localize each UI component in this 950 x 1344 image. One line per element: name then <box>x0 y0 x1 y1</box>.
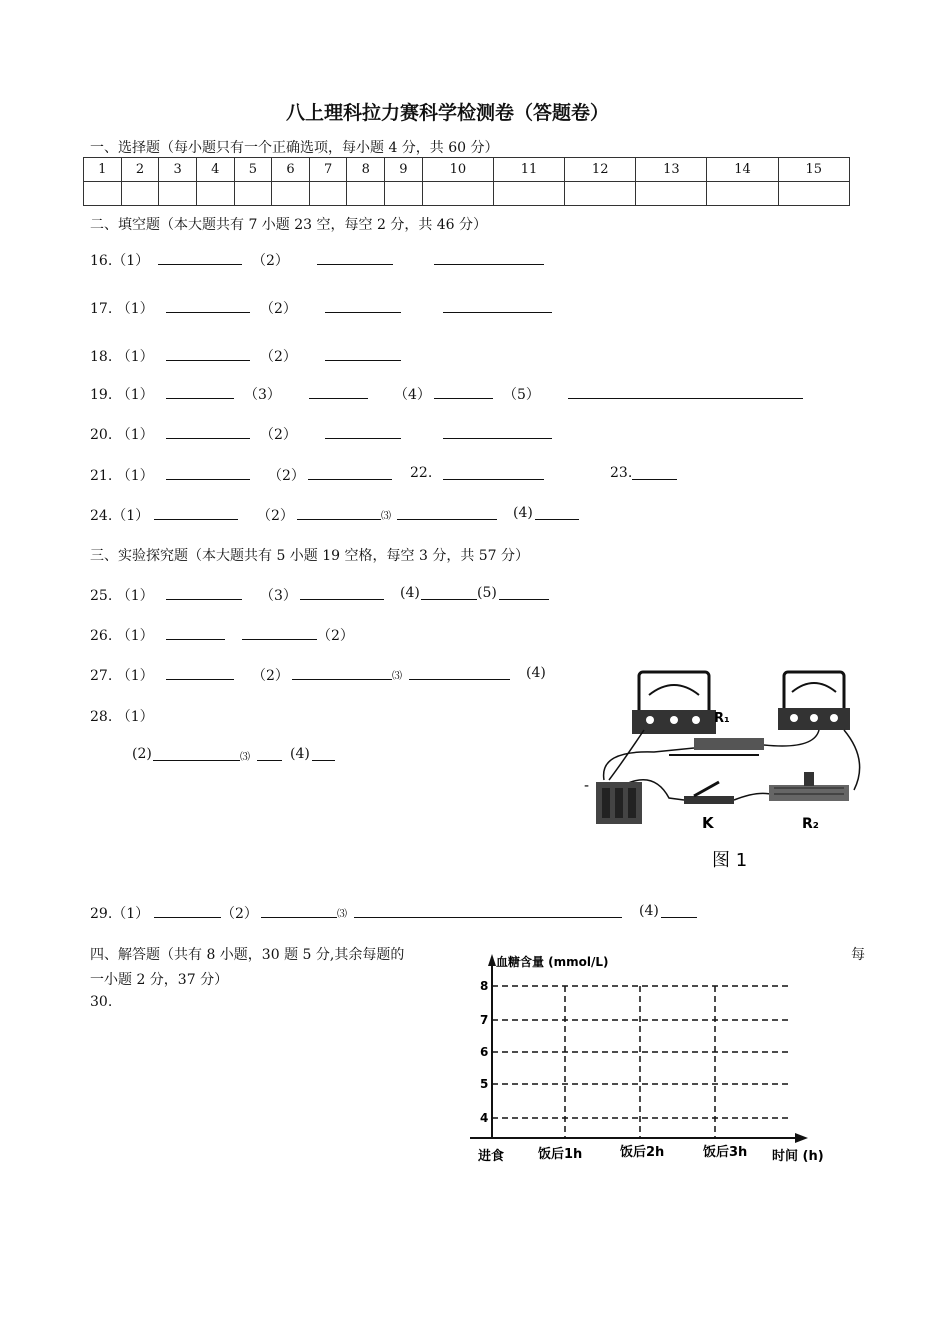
section2-heading: 二、填空题（本大题共有 7 小题 23 空，每空 2 分，共 46 分） <box>90 217 488 233</box>
y-tick: 8 <box>480 979 489 993</box>
q28-blank-4[interactable] <box>312 746 335 761</box>
q28-label-2: (2) <box>132 746 152 762</box>
x-tick: 饭后3h <box>703 1145 748 1160</box>
section4-heading-cont: 一小题 2 分，37 分） <box>90 972 229 988</box>
q19-label-3: （3） <box>244 387 281 403</box>
answer-cell[interactable] <box>422 182 493 206</box>
table-cell: 2 <box>121 158 159 182</box>
q19-label-4: （4） <box>394 387 431 403</box>
q20-blank-3[interactable] <box>443 424 552 439</box>
q28-label-4: (4) <box>290 746 310 762</box>
answer-cell[interactable] <box>778 182 849 206</box>
q21-label: 21. （1） <box>90 468 154 484</box>
q18-blank-2[interactable] <box>325 346 401 361</box>
circuit-figure <box>584 660 869 875</box>
q25-label-5: (5) <box>477 585 497 601</box>
q29-label-3: ⑶ <box>337 909 347 920</box>
q29-blank-1[interactable] <box>154 903 221 918</box>
q25-blank-4[interactable] <box>421 585 477 600</box>
section1-heading: 一、选择题（每小题只有一个正确选项，每小题 4 分，共 60 分） <box>90 140 499 156</box>
table-cell: 8 <box>347 158 385 182</box>
table-cell: 5 <box>234 158 272 182</box>
q23-label: 23. <box>610 465 633 481</box>
voltmeter-icon <box>632 672 716 734</box>
q26-blank-2[interactable] <box>242 625 317 640</box>
q30-label: 30. <box>90 994 113 1010</box>
q18-blank-1[interactable] <box>166 346 250 361</box>
r1-resistor <box>694 738 764 750</box>
q21-blank-2[interactable] <box>308 465 392 480</box>
q24-label-2: （2） <box>257 508 294 524</box>
answer-cell[interactable] <box>272 182 310 206</box>
q16-blank-3[interactable] <box>434 250 544 265</box>
answer-cell[interactable] <box>121 182 159 206</box>
answer-cell[interactable] <box>347 182 385 206</box>
q29-label-2: （2） <box>221 906 258 922</box>
q20-label: 20. （1） <box>90 427 154 443</box>
answer-cell[interactable] <box>84 182 122 206</box>
answer-table <box>83 157 850 206</box>
q17-label: 17. （1） <box>90 301 154 317</box>
q24-blank-3[interactable] <box>397 505 497 520</box>
q28-label-3: ⑶ <box>240 752 250 763</box>
q27-label: 27. （1） <box>90 668 154 684</box>
rheostat-icon <box>769 772 849 801</box>
q24-label-3: ⑶ <box>381 511 391 522</box>
answer-cell[interactable] <box>707 182 778 206</box>
table-cell: 1 <box>84 158 122 182</box>
r2-label: R₂ <box>802 816 819 832</box>
x-tick: 饭后1h <box>538 1147 583 1162</box>
q28-blank-3[interactable] <box>257 746 282 761</box>
q27-blank-3[interactable] <box>409 665 510 680</box>
q17-blank-1[interactable] <box>166 298 250 313</box>
q29-blank-2[interactable] <box>261 903 337 918</box>
y-tick: 6 <box>480 1045 489 1059</box>
switch-label: K <box>702 814 714 832</box>
table-cell: 3 <box>159 158 197 182</box>
q29-label: 29.（1） <box>90 906 150 922</box>
section4-heading: 四、解答题（共有 8 小题，30 题 5 分,其余每题的 <box>90 947 405 963</box>
answer-cell[interactable] <box>159 182 197 206</box>
q19-blank-1[interactable] <box>166 384 234 399</box>
ammeter-icon <box>778 672 850 730</box>
q24-blank-1[interactable] <box>154 505 238 520</box>
x-tick: 饭后2h <box>620 1145 665 1160</box>
answer-cell[interactable] <box>565 182 636 206</box>
answer-table-row <box>84 182 850 206</box>
q25-label-4: (4) <box>400 585 420 601</box>
section3-heading: 三、实验探究题（本大题共有 5 小题 19 空格，每空 3 分，共 57 分） <box>90 548 530 564</box>
q17-blank-3[interactable] <box>443 298 552 313</box>
q20-blank-1[interactable] <box>166 424 250 439</box>
q29-label-4: (4) <box>639 903 659 919</box>
y-tick: 4 <box>480 1111 489 1125</box>
section4-heading-end: 每 <box>851 947 865 963</box>
q17-blank-2[interactable] <box>325 298 401 313</box>
q21-blank-1[interactable] <box>166 465 250 480</box>
table-cell: 14 <box>707 158 778 182</box>
table-cell: 6 <box>272 158 310 182</box>
q29-blank-4[interactable] <box>661 903 697 918</box>
y-tick: 7 <box>480 1013 489 1027</box>
x-axis-label: 时间 (h) <box>772 1149 824 1164</box>
answer-cell[interactable] <box>636 182 707 206</box>
answer-cell[interactable] <box>493 182 564 206</box>
svg-text:-: - <box>584 778 590 794</box>
y-tick: 5 <box>480 1077 489 1091</box>
q16-label: 16.（1） <box>90 253 150 269</box>
q22-blank[interactable] <box>443 465 544 480</box>
q28-label: 28. （1） <box>90 709 154 725</box>
q19-blank-3[interactable] <box>309 384 368 399</box>
q18-label: 18. （1） <box>90 349 154 365</box>
table-cell: 13 <box>636 158 707 182</box>
graph-ylabel: 血糖含量 (mmol/L) <box>496 955 609 969</box>
answer-cell[interactable] <box>385 182 423 206</box>
glucose-graph <box>470 948 840 1170</box>
answer-cell[interactable] <box>196 182 234 206</box>
q16-blank-1[interactable] <box>158 250 242 265</box>
q19-blank-5[interactable] <box>568 384 803 399</box>
q25-label: 25. （1） <box>90 588 154 604</box>
table-cell: 11 <box>493 158 564 182</box>
q25-blank-3[interactable] <box>300 585 384 600</box>
q19-label: 19. （1） <box>90 387 154 403</box>
table-cell: 9 <box>385 158 423 182</box>
q20-blank-2[interactable] <box>325 424 401 439</box>
table-cell: 10 <box>422 158 493 182</box>
q26-blank-1[interactable] <box>166 625 225 640</box>
q28-blank-2[interactable] <box>153 746 240 761</box>
q27-blank-2[interactable] <box>292 665 392 680</box>
q22-label: 22. <box>410 465 433 481</box>
q24-label-4: (4) <box>513 505 533 521</box>
answer-table-header <box>84 158 850 182</box>
q26-label-2: （2） <box>317 628 354 644</box>
q19-blank-4[interactable] <box>434 384 493 399</box>
r1-label: R₁ <box>714 711 730 726</box>
q25-label-3: （3） <box>260 588 297 604</box>
figure-caption: 图 1 <box>712 850 748 871</box>
q19-label-5: （5） <box>503 387 540 403</box>
q17-label-2: （2） <box>260 301 297 317</box>
q25-blank-1[interactable] <box>166 585 242 600</box>
q24-label: 24.（1） <box>90 508 150 524</box>
q18-label-2: （2） <box>260 349 297 365</box>
battery-icon <box>584 778 642 824</box>
switch-icon <box>684 782 734 804</box>
table-cell: 12 <box>565 158 636 182</box>
q23-blank[interactable] <box>632 465 677 480</box>
q20-label-2: （2） <box>260 427 297 443</box>
q16-blank-2[interactable] <box>317 250 393 265</box>
q16-label-2: （2） <box>252 253 289 269</box>
x-tick: 进食 <box>478 1149 505 1164</box>
q24-blank-2[interactable] <box>297 505 381 520</box>
answer-cell[interactable] <box>309 182 347 206</box>
table-cell: 7 <box>309 158 347 182</box>
q26-label: 26. （1） <box>90 628 154 644</box>
q27-label-2: （2） <box>252 668 289 684</box>
graph-grid <box>492 986 790 1138</box>
q29-blank-3[interactable] <box>354 903 622 918</box>
table-cell: 4 <box>196 158 234 182</box>
q27-blank-1[interactable] <box>166 665 234 680</box>
answer-cell[interactable] <box>234 182 272 206</box>
q21-label-2: （2） <box>268 468 305 484</box>
q24-blank-4[interactable] <box>535 505 579 520</box>
q25-blank-5[interactable] <box>499 585 549 600</box>
page-title: 八上理科拉力赛科学检测卷（答题卷） <box>286 102 610 124</box>
q27-label-3: ⑶ <box>392 671 402 682</box>
q27-label-4: (4) <box>526 665 546 681</box>
table-cell: 15 <box>778 158 849 182</box>
